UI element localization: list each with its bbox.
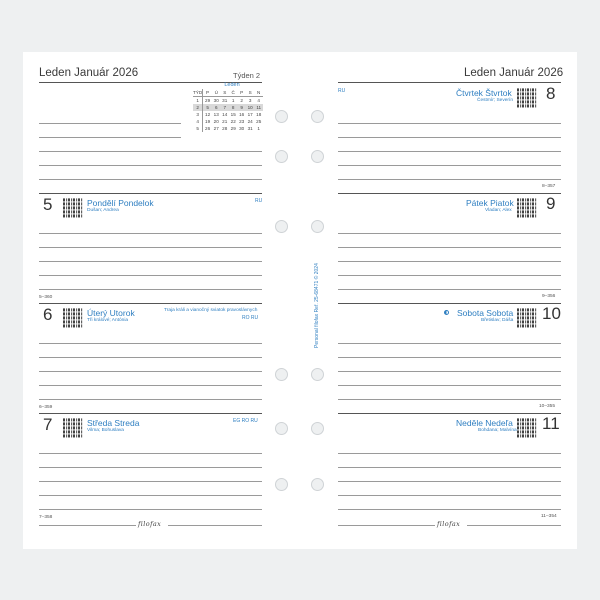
binder-hole [275,220,288,233]
mc-cell: 14 [222,112,228,117]
note-line [39,151,262,152]
mc-cell: 25 [256,119,262,124]
mc-cell: 26 [205,126,211,131]
qr-code-icon [63,418,83,438]
day-divider [39,413,262,414]
week-label: Týden 2 [233,71,261,80]
mc-cell: 13 [213,112,219,117]
mc-cell: 29 [205,98,211,103]
note-line [39,233,262,234]
note-line [39,371,262,372]
day-number: 8 [546,84,556,103]
day-divider [338,193,561,194]
mc-cell: 7 [220,104,228,111]
note-line [338,233,561,234]
mc-cell: 21 [222,119,228,124]
day-number: 9 [546,194,556,213]
day-name: Úterý Utorok [87,308,135,318]
binder-hole [311,220,324,233]
day-count: 5–360 [39,295,53,300]
mc-cell: 2 [193,104,203,111]
note-line [338,247,561,248]
binder-hole [311,110,324,123]
holiday-note: Traja králi a vianočný sviatok pravoslávnych [164,308,258,313]
mc-h: P [203,89,212,97]
mc-cell: 29 [230,126,236,131]
day-name: Pondělí Pondelok [87,198,154,208]
note-line [338,179,561,180]
mc-h: Č [229,89,237,97]
note-line [39,261,262,262]
page-title: Leden Január 2026 [464,67,564,79]
note-line [39,179,262,180]
day-name: Pátek Piatok [466,198,514,208]
name-day: Vladan; Alex [485,208,512,213]
mc-cell: 1 [231,98,235,103]
day-name: Čtvrtek Štvrtok [456,88,512,98]
note-line [338,509,561,510]
mc-h: N [254,89,263,97]
binder-hole [275,150,288,163]
note-line [338,289,561,290]
mini-calendar-header [193,89,263,97]
mc-cell: 20 [213,119,219,124]
brand-logo: filofax [138,520,162,528]
day-name: Středa Streda [87,418,140,428]
mc-cell: 16 [239,112,245,117]
mc-cell: 1 [193,97,203,105]
qr-code-icon [517,308,537,328]
mini-calendar [193,82,263,132]
mc-h: P [237,89,245,97]
mc-cell: 1 [257,126,260,131]
mc-cell: 24 [247,119,253,124]
day-number: 10 [542,304,561,323]
mini-calendar-row [193,125,263,132]
day-number: 7 [43,415,53,434]
mc-cell: 30 [213,98,219,103]
qr-code-icon [517,198,537,218]
mc-cell: 10 [247,105,253,110]
mc-cell: 22 [230,119,236,124]
day-number: 11 [542,414,560,433]
binder-hole [311,478,324,491]
mc-cell: 31 [222,98,228,103]
day-divider [39,303,262,304]
binder-hole [275,110,288,123]
name-day: Vilma; Bohuslava [87,428,124,433]
mc-h: S [220,89,228,97]
mc-h: TÝD [193,90,203,95]
day-count: 9–356 [542,294,556,299]
note-line [39,137,181,138]
name-day: Břetislav; Dáša [481,318,514,323]
note-line [39,453,262,454]
note-line [39,123,181,124]
mc-h: Ú [212,89,220,97]
note-line [338,481,561,482]
mc-cell: 6 [212,104,220,111]
country-codes: RO RU [242,315,259,321]
binder-hole [311,422,324,435]
mc-cell: 2 [240,98,243,103]
page-title: Leden Január 2026 [39,67,139,79]
day-count: 8–357 [542,184,556,189]
qr-code-icon [63,308,83,328]
mc-cell: 30 [239,126,245,131]
name-day: Čestmír; Severín [477,98,513,103]
qr-code-icon [63,198,83,218]
mini-calendar-title: Leden [224,82,240,88]
reference-text: Personal filofax Ref. 25-68471 © 2024 [314,263,320,348]
mc-cell: 4 [193,118,203,125]
mini-calendar-row-current [193,104,263,111]
day-divider [338,303,561,304]
day-name: Sobota Sobota [457,308,514,318]
note-line [338,123,561,124]
mc-cell: 3 [248,98,252,103]
mc-cell: 11 [256,105,262,110]
binder-hole [275,368,288,381]
note-line [338,371,561,372]
note-line [39,481,262,482]
name-day: Dušan; Andrea [87,208,119,213]
note-line [39,467,262,468]
day-divider [39,193,262,194]
note-line [338,399,561,400]
mini-calendar-row [193,118,263,125]
right-page [300,52,577,549]
day-count: 7–358 [39,515,53,520]
mini-calendar-grid [193,89,263,132]
moon-phase-icon [444,310,449,315]
binder-hole [275,478,288,491]
note-line [338,151,561,152]
binder-hole [275,422,288,435]
mc-cell: 19 [205,119,211,124]
note-line [39,247,262,248]
day-count: 11–354 [541,514,557,519]
mc-cell: 27 [213,126,219,131]
mc-cell: 28 [222,126,228,131]
day-number: 6 [43,305,53,324]
mc-cell: 4 [257,98,260,103]
binder-hole [311,368,324,381]
binder-hole [311,150,324,163]
country-codes: EG RO RU [233,418,258,424]
day-divider [338,413,561,414]
qr-code-icon [517,88,537,108]
note-line [39,385,262,386]
note-line [338,467,561,468]
mc-cell: 3 [193,111,203,118]
country-codes: RU [255,198,263,204]
note-line [39,495,262,496]
note-line [338,137,561,138]
name-day: Tři králové; Antónia [87,318,129,323]
mc-cell: 31 [247,126,253,131]
mc-cell: 9 [237,104,245,111]
note-line [338,261,561,262]
note-line [338,165,561,166]
note-line [39,165,262,166]
footer-rule [39,525,136,526]
footer-rule [168,525,262,526]
note-line [338,343,561,344]
day-number: 5 [43,195,53,214]
note-line [338,453,561,454]
name-day: Bohdana; Malvína [478,428,517,433]
mc-cell: 23 [239,119,245,124]
day-name: Neděle Nedeľa [456,418,513,428]
note-line [39,399,262,400]
mc-cell: 8 [229,104,237,111]
mc-cell: 5 [193,125,203,132]
mini-calendar-row [193,111,263,118]
note-line [338,495,561,496]
note-line [39,509,262,510]
footer-rule [467,525,561,526]
mc-cell: 17 [247,112,253,117]
mc-cell: 5 [203,104,212,111]
mc-h: S [246,89,254,97]
footer-rule [338,525,435,526]
country-codes: RU [338,88,346,94]
note-line [338,357,561,358]
mc-cell: 18 [256,112,262,117]
mc-cell: 12 [205,112,211,117]
day-count: 10–355 [539,404,556,409]
day-count: 6–359 [39,405,53,410]
note-line [338,385,561,386]
note-line [39,343,262,344]
note-line [338,275,561,276]
brand-logo: filofax [437,520,461,528]
qr-code-icon [517,418,537,438]
note-line [39,289,262,290]
mc-cell: 15 [230,112,236,117]
title-rule [338,82,561,83]
left-page [23,52,300,549]
note-line [39,275,262,276]
note-line [39,357,262,358]
mini-calendar-row [193,97,263,105]
